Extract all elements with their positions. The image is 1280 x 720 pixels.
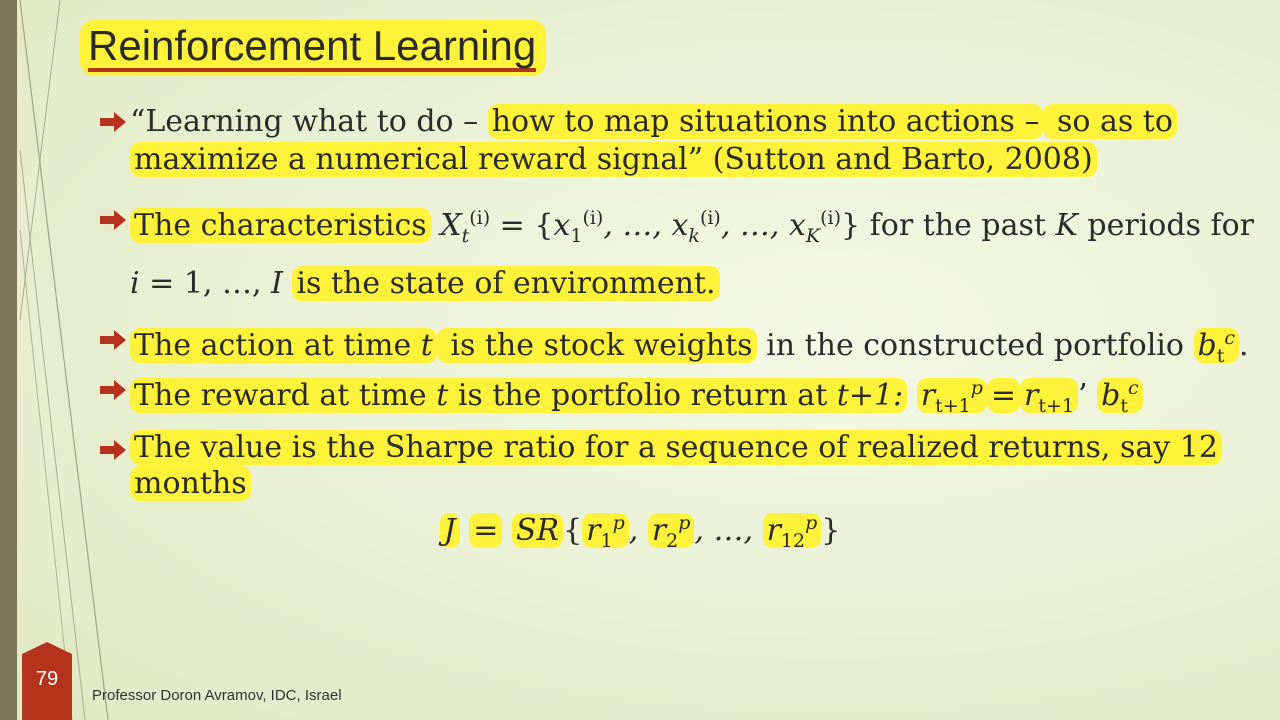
bullet-5-line-2: months: [130, 466, 251, 502]
arrow-bullet-icon: [100, 380, 126, 400]
sharpe-ratio-equation: J = SR { $r_1^p$ , $r_2^p$ , …, $r_{12}^p$ }: [0, 512, 1280, 552]
bullet-2-line-2: i = 1, …, I is the state of environment.: [130, 266, 720, 302]
portfolio-return-formula: $r_{t+1}^p$: [917, 378, 987, 413]
slide-title: Reinforcement Learning: [80, 20, 546, 76]
characteristics-formula: $X_t^{(i)} = \{x_1^{(i)}$, …, $x_k^{(i)}$, …, $x_K^{(i)}$}: [440, 207, 861, 247]
portfolio-weights-symbol: $b_t^c$: [1194, 328, 1240, 363]
index-formula: i = 1, …, I: [130, 266, 283, 301]
side-bar: [0, 0, 17, 720]
bullet-4-line: The reward at time t is the portfolio return at t+1: $r_{t+1}^p = r_{t+1}$ ’ $b_t^c$: [130, 370, 1143, 424]
arrow-bullet-icon: [100, 330, 126, 350]
bullet-5-line-1: The value is the Sharpe ratio for a sequence of realized returns, say 12: [130, 430, 1222, 466]
bullet-1-line-1: “Learning what to do – how to map situations into actions – so as to: [130, 104, 1177, 140]
arrow-bullet-icon: [100, 440, 126, 460]
footer-author: Professor Doron Avramov, IDC, Israel: [92, 687, 342, 704]
bullet-1-line-2: maximize a numerical reward signal” (Sutton and Barto, 2008): [130, 142, 1097, 178]
arrow-bullet-icon: [100, 112, 126, 132]
slide-number: 79: [22, 654, 72, 720]
bullet-2-line-1: The characteristics $X_t^{(i)} = \{x_1^{(i)}$, …, $x_k^{(i)}$, …, $x_K^{(i)}$} for the past K periods for: [130, 200, 1254, 254]
arrow-bullet-icon: [100, 210, 126, 230]
bullet-3-line: The action at time t is the stock weights in the constructed portfolio $b_t^c$ .: [130, 320, 1249, 374]
